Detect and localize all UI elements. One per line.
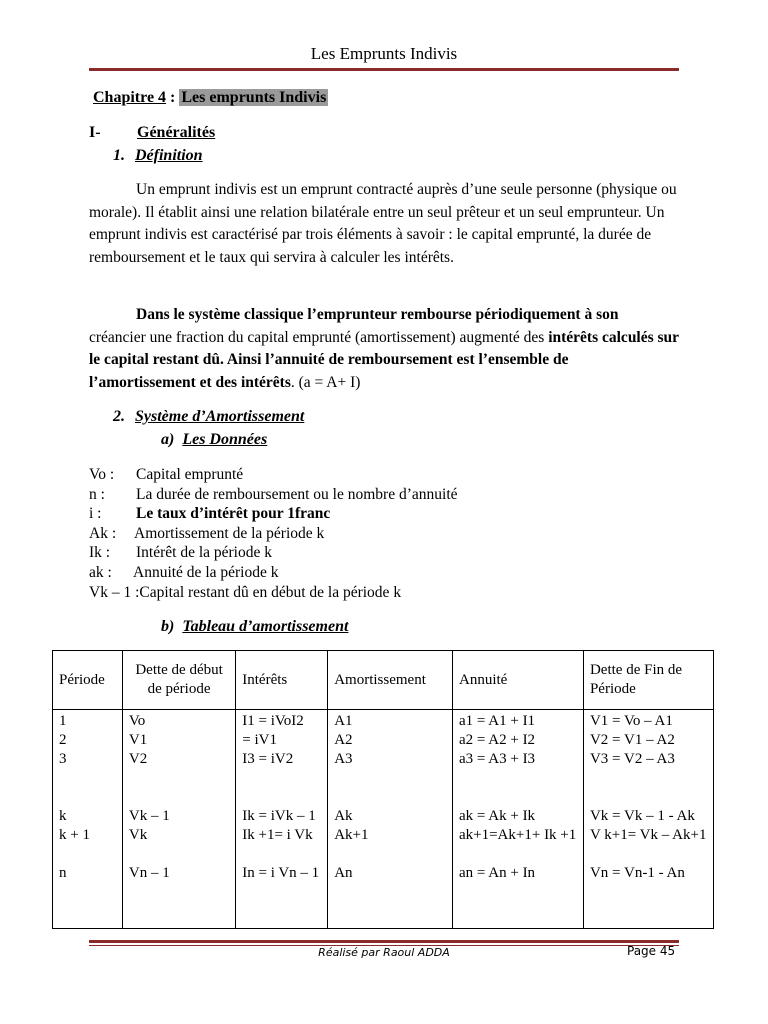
definition-value: La durée de remboursement ou le nombre d’annuité: [136, 485, 458, 503]
cell-line: An: [334, 865, 353, 881]
definition-item: [89, 504, 458, 524]
cell-line: Vk: [128, 827, 148, 843]
header-rule: [89, 68, 679, 71]
cell-line: Ik +1= i Vk: [242, 827, 313, 843]
cell-line: [334, 845, 446, 864]
cell-line: k: [59, 808, 67, 824]
section-number: I-: [89, 124, 101, 141]
cell-line: V3 = V2 – A3: [589, 751, 675, 767]
table-header-row: [53, 651, 714, 710]
cell-line: Vn – 1: [128, 865, 170, 881]
subsection-amortissement: [113, 408, 304, 426]
cell-dette-debut: [122, 710, 235, 929]
cell-line: Vo: [128, 713, 146, 729]
cell-line: [242, 788, 321, 807]
cell-line: In = i Vn – 1: [242, 865, 320, 881]
chapter-title: Les emprunts Indivis: [181, 89, 327, 106]
cell-line: Vk – 1: [128, 808, 170, 824]
cell-dette-fin: [583, 710, 713, 929]
subsection-number: 1.: [113, 147, 125, 164]
cell-line: a3 = A3 + I3: [458, 751, 536, 767]
cell-line: 1: [59, 713, 67, 729]
paragraph-bold-lead: Dans le système classique l’emprunteur rembourse périodiquement à son: [136, 306, 619, 323]
cell-amortissement: [328, 710, 453, 929]
definition-key: ak :: [89, 563, 112, 581]
subsection-title: Les Données: [182, 431, 268, 448]
cell-line: [334, 769, 446, 788]
subsection-donnees: [161, 431, 267, 449]
paragraph-formula: . (a = A+ I): [290, 373, 361, 391]
definition-key: Ik :: [89, 544, 111, 562]
table-row: [53, 710, 714, 929]
cell-line: [590, 788, 707, 807]
subsection-title: Tableau d’amortissement: [182, 618, 349, 635]
cell-line: V k+1= Vk – Ak+1: [589, 827, 707, 843]
cell-line: Vk = Vk – 1 - Ak: [589, 808, 695, 824]
cell-line: = iV1: [242, 732, 277, 748]
cell-line: Ak+1: [334, 827, 369, 843]
subsection-number: 2.: [113, 408, 125, 425]
definition-key: Vk – 1 :: [89, 583, 140, 601]
column-header-dette-fin: Dette de Fin de Période: [583, 651, 713, 710]
definition-item: [89, 543, 458, 563]
column-header-dette-debut: Dette de début de période: [122, 651, 235, 710]
cell-line: a2 = A2 + I2: [458, 732, 536, 748]
cell-line: 2: [59, 732, 67, 748]
definition-key: i :: [89, 505, 102, 523]
footer-author: Réalisé par Raoul ADDA: [318, 946, 450, 959]
cell-line: k + 1: [59, 827, 90, 843]
definition-item: [89, 524, 458, 544]
system-paragraph: [89, 304, 679, 394]
cell-line: Ak: [334, 808, 353, 824]
cell-line: A1: [334, 713, 353, 729]
footer-rule: [89, 940, 679, 943]
chapter-number: Chapitre 4: [93, 89, 167, 106]
cell-line: A3: [334, 751, 353, 767]
amortization-table: [52, 650, 714, 929]
cell-line: 3: [59, 751, 67, 767]
cell-line: n: [59, 865, 67, 881]
definition-key: Vo :: [89, 466, 115, 483]
subsection-definition: [113, 147, 203, 165]
definition-item: [89, 583, 458, 603]
cell-line: [129, 769, 229, 788]
subsection-number: a): [161, 431, 175, 448]
cell-line: [590, 769, 707, 788]
section-title: Généralités: [137, 124, 216, 141]
cell-line: a1 = A1 + I1: [458, 713, 536, 729]
chapter-heading: [93, 89, 328, 107]
definition-item: [89, 485, 458, 505]
cell-line: Ik = iVk – 1: [242, 808, 316, 824]
definition-item: [89, 563, 458, 583]
column-header-amortissement: Amortissement: [328, 651, 453, 710]
cell-line: [242, 769, 321, 788]
paragraph-text: Un emprunt indivis est un emprunt contracté auprès d’une seule personne (physique ou morale). Il établit ainsi une relation bilatérale entre un seul prêteur et un seul emprunteur. Un emprunt indivis est caractérisé par trois éléments à savoir : le capital emprunté, la durée de remboursement et le taux qui servira à calculer les intérêts.: [89, 181, 677, 266]
definition-value: Le taux d’intérêt pour 1franc: [136, 505, 331, 523]
subsection-number: b): [161, 618, 175, 635]
page-header-title: Les Emprunts Indivis: [310, 44, 458, 63]
definition-value: Annuité de la période k: [133, 563, 279, 581]
column-header-interets: Intérêts: [236, 651, 328, 710]
cell-line: Vn = Vn-1 - An: [589, 865, 685, 881]
section-heading-1: [89, 124, 216, 142]
page-number: Page 45: [627, 944, 676, 958]
cell-line: V2: [128, 751, 148, 767]
subsection-tableau: [161, 618, 348, 636]
cell-line: [59, 769, 116, 788]
cell-line: [459, 769, 577, 788]
cell-line: [129, 788, 229, 807]
cell-annuite: [452, 710, 583, 929]
definition-value: Intérêt de la période k: [136, 544, 272, 562]
cell-line: V1: [128, 732, 148, 748]
definitions-list: [89, 465, 458, 602]
cell-line: [59, 845, 116, 864]
cell-line: an = An + In: [458, 865, 536, 881]
cell-line: I3 = iV2: [242, 751, 294, 767]
cell-line: [129, 845, 229, 864]
cell-line: [242, 845, 321, 864]
definition-key: n :: [89, 485, 105, 503]
definition-item: [89, 465, 458, 485]
cell-line: ak+1=Ak+1+ Ik +1: [458, 827, 577, 843]
paragraph-normal: créancier une fraction du capital emprunté (amortissement) augmenté des: [89, 328, 549, 346]
chapter-separator: :: [166, 89, 180, 106]
cell-line: [459, 788, 577, 807]
column-header-periode: Période: [53, 651, 123, 710]
subsection-title: Définition: [135, 147, 203, 164]
cell-line: [459, 845, 577, 864]
definition-value: Capital emprunté: [136, 466, 244, 483]
definition-paragraph: [89, 179, 679, 269]
cell-line: ak = Ak + Ik: [458, 808, 536, 824]
cell-line: A2: [334, 732, 353, 748]
cell-line: [59, 788, 116, 807]
paragraph-bold-body: intérêts calculés sur le capital restant dû. Ainsi l’annuité de remboursement est l’ensemble de l’amortissement et des intérêts: [89, 328, 679, 391]
definition-value: Capital restant dû en début de la période k: [139, 583, 402, 601]
cell-line: V1 = Vo – A1: [589, 713, 673, 729]
column-header-annuite: Annuité: [452, 651, 583, 710]
cell-interets: [236, 710, 328, 929]
subsection-title: Système d’Amortissement: [135, 408, 305, 425]
cell-line: I1 = iVoI2: [242, 713, 304, 729]
cell-periode: [53, 710, 123, 929]
cell-line: [334, 788, 446, 807]
cell-line: [590, 845, 707, 864]
cell-line: V2 = V1 – A2: [589, 732, 675, 748]
definition-key: Ak :: [89, 524, 117, 542]
definition-value: Amortissement de la période k: [134, 524, 325, 542]
